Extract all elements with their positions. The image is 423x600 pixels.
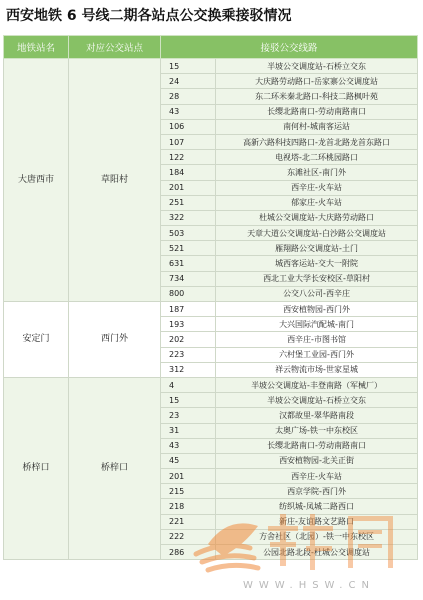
bus-line-number: 15 bbox=[161, 393, 216, 408]
table-row bbox=[4, 377, 418, 392]
bus-line-number: 24 bbox=[161, 74, 216, 89]
header-station: 地铁站名 bbox=[4, 36, 69, 59]
bus-line-number: 4 bbox=[161, 377, 216, 392]
bus-route: 大兴国际汽配城-南门 bbox=[216, 317, 418, 332]
bus-line-number: 201 bbox=[161, 180, 216, 195]
bus-route: 六村堡工业园-西门外 bbox=[216, 347, 418, 362]
bus-route: 太奥广场-铁一中东校区 bbox=[216, 423, 418, 438]
bus-route: 西安植物园-西门外 bbox=[216, 302, 418, 317]
bus-route: 长缨北路南口-劳动南路南口 bbox=[216, 438, 418, 453]
bus-route: 祥云物流市场-世家星城 bbox=[216, 362, 418, 377]
bus-line-number: 106 bbox=[161, 119, 216, 134]
bus-route: 城西客运站-交大一附院 bbox=[216, 256, 418, 271]
table-row bbox=[4, 59, 418, 74]
bus-line-number: 202 bbox=[161, 332, 216, 347]
bus-line-number: 215 bbox=[161, 484, 216, 499]
bus-route: 新庄-友谊路文艺路口 bbox=[216, 514, 418, 529]
header-stop: 对应公交站点 bbox=[69, 36, 161, 59]
bus-line-number: 107 bbox=[161, 134, 216, 149]
bus-route: 半坡公交调度站-石桥立交东 bbox=[216, 393, 418, 408]
station-name: 桥梓口 bbox=[4, 377, 69, 559]
station-name: 安定门 bbox=[4, 302, 69, 378]
bus-route: 天章大道公交调度站-白沙路公交调度站 bbox=[216, 226, 418, 241]
bus-route: 公园北路北段-杜城公交调度站 bbox=[216, 545, 418, 560]
bus-line-number: 734 bbox=[161, 271, 216, 286]
bus-line-number: 23 bbox=[161, 408, 216, 423]
bus-route: 东二环米秦北路口-科技二路枫叶苑 bbox=[216, 89, 418, 104]
bus-line-number: 221 bbox=[161, 514, 216, 529]
bus-route: 半坡公交调度站-丰登南路（军械厂） bbox=[216, 377, 418, 392]
bus-line-number: 222 bbox=[161, 529, 216, 544]
bus-line-number: 322 bbox=[161, 210, 216, 225]
bus-route: 西辛庄-火车站 bbox=[216, 469, 418, 484]
header-row bbox=[4, 36, 418, 59]
bus-line-number: 45 bbox=[161, 453, 216, 468]
bus-stop-name: 西门外 bbox=[69, 302, 161, 378]
bus-route: 南何村-城南客运站 bbox=[216, 119, 418, 134]
bus-line-number: 521 bbox=[161, 241, 216, 256]
bus-route: 纺织城-凤城二路西口 bbox=[216, 499, 418, 514]
bus-line-number: 184 bbox=[161, 165, 216, 180]
bus-line-number: 201 bbox=[161, 469, 216, 484]
station-name: 大唐西市 bbox=[4, 59, 69, 302]
bus-line-number: 312 bbox=[161, 362, 216, 377]
bus-route: 方舍社区（北园）-铁一中东校区 bbox=[216, 529, 418, 544]
bus-route: 东滩社区-南门外 bbox=[216, 165, 418, 180]
bus-line-number: 15 bbox=[161, 59, 216, 74]
bus-route: 西北工业大学长安校区-草阳村 bbox=[216, 271, 418, 286]
bus-line-number: 286 bbox=[161, 545, 216, 560]
bus-line-number: 631 bbox=[161, 256, 216, 271]
bus-line-number: 187 bbox=[161, 302, 216, 317]
bus-line-number: 503 bbox=[161, 226, 216, 241]
bus-line-number: 43 bbox=[161, 438, 216, 453]
bus-route: 雁翔路公交调度站-土门 bbox=[216, 241, 418, 256]
bus-line-number: 31 bbox=[161, 423, 216, 438]
header-lines: 接驳公交线路 bbox=[161, 36, 418, 59]
bus-stop-name: 桥梓口 bbox=[69, 377, 161, 559]
bus-route: 半坡公交调度站-石桥立交东 bbox=[216, 59, 418, 74]
bus-line-number: 251 bbox=[161, 195, 216, 210]
bus-line-number: 122 bbox=[161, 150, 216, 165]
bus-route: 大庆路劳动路口-岳家寨公交调度站 bbox=[216, 74, 418, 89]
bus-route: 西辛庄-火车站 bbox=[216, 180, 418, 195]
transfer-table bbox=[3, 35, 418, 560]
bus-route: 高新六路科技四路口-龙首北路龙首东路口 bbox=[216, 134, 418, 149]
table-row bbox=[4, 302, 418, 317]
bus-line-number: 43 bbox=[161, 104, 216, 119]
bus-line-number: 193 bbox=[161, 317, 216, 332]
bus-line-number: 800 bbox=[161, 286, 216, 301]
bus-route: 杜城公交调度站-大庆路劳动路口 bbox=[216, 210, 418, 225]
bus-route: 长缨北路南口-劳动南路南口 bbox=[216, 104, 418, 119]
page-title: 西安地铁 6 号线二期各站点公交换乘接驳情况 bbox=[6, 8, 292, 24]
bus-route: 郁家庄-火车站 bbox=[216, 195, 418, 210]
bus-line-number: 28 bbox=[161, 89, 216, 104]
bus-route: 电视塔-北二环桃园路口 bbox=[216, 150, 418, 165]
bus-route: 西辛庄-市图书馆 bbox=[216, 332, 418, 347]
bus-line-number: 223 bbox=[161, 347, 216, 362]
bus-route: 西安植物园-北关正街 bbox=[216, 453, 418, 468]
bus-route: 西京学院-西门外 bbox=[216, 484, 418, 499]
bus-route: 汉都故里-翠华路南段 bbox=[216, 408, 418, 423]
bus-stop-name: 草阳村 bbox=[69, 59, 161, 302]
bus-route: 公交八公司-西辛庄 bbox=[216, 286, 418, 301]
bus-line-number: 218 bbox=[161, 499, 216, 514]
watermark-url: WWW.HSW.CN bbox=[243, 580, 375, 591]
